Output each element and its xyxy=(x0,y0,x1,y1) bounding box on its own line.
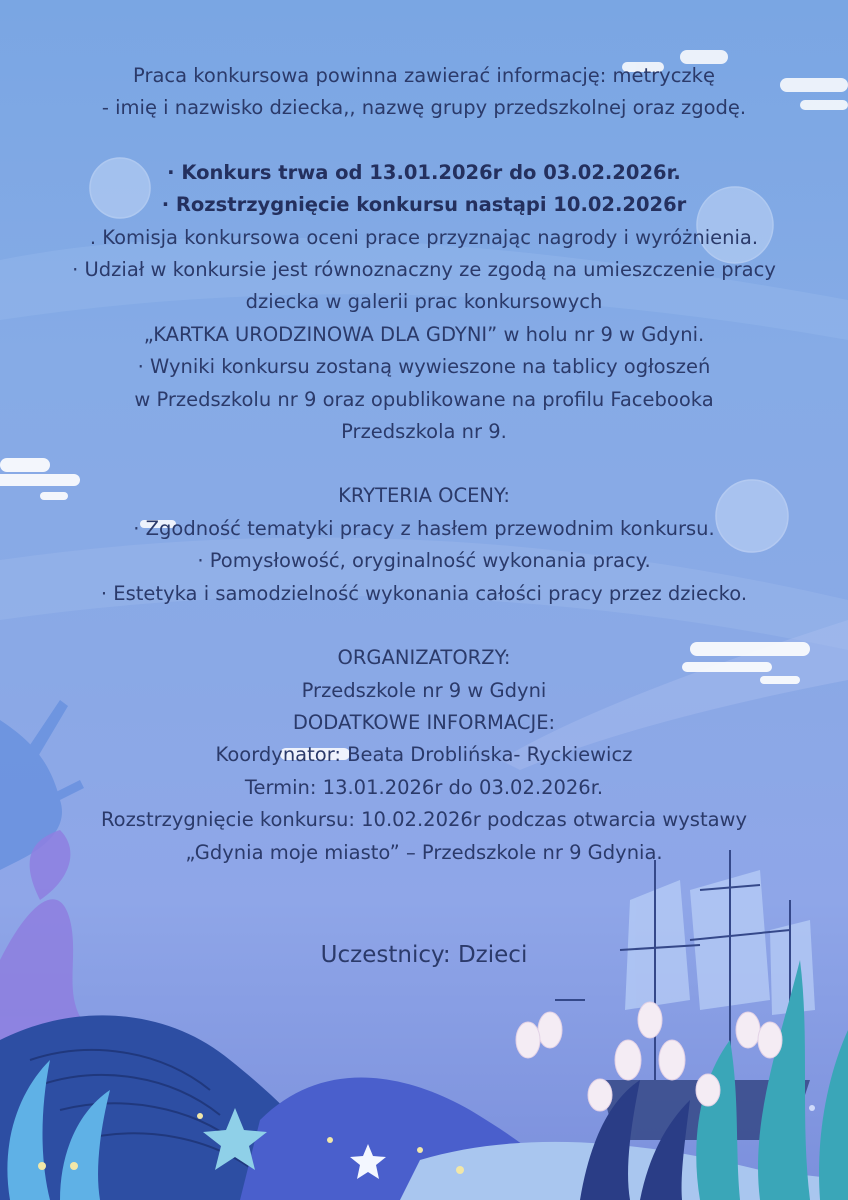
criteria-item: · Estetyka i samodzielność wykonania całości pracy przez dziecko. xyxy=(100,581,748,605)
text-line-8: „KARTKA URODZINOWA DLA GDYNI” w holu nr 9 w Gdyni. xyxy=(143,322,705,346)
criteria-heading: KRYTERIA OCENY: xyxy=(338,484,510,508)
criteria-item: · Zgodność tematyki pracy z hasłem przewodnim konkursu. xyxy=(133,516,715,540)
term: Termin: 13.01.2026r do 03.02.2026r. xyxy=(244,775,604,799)
additional-info-heading: DODATKOWE INFORMACJE: xyxy=(292,710,556,734)
result-date: · Rozstrzygnięcie konkursu nastąpi 10.02.2026r xyxy=(161,193,687,217)
criteria-item: · Pomysłowość, oryginalność wykonania pracy. xyxy=(197,549,651,573)
text-line-1: Praca konkursowa powinna zawierać informację: metryczkę xyxy=(133,64,715,87)
text-line-2: - imię i nazwisko dziecka,, nazwę grupy przedszkolnej oraz zgodę. xyxy=(101,96,747,120)
exhibition-info: „Gdynia moje miasto” – Przedszkole nr 9 Gdynia. xyxy=(185,840,663,864)
text-line-7: dziecka w galerii prac konkursowych xyxy=(245,290,603,314)
contest-dates: · Konkurs trwa od 13.01.2026r do 03.02.2026r. xyxy=(167,160,681,184)
text-line-9: · Wyniki konkursu zostaną wywieszone na tablicy ogłoszeń xyxy=(137,355,711,379)
resolution-info: Rozstrzygnięcie konkursu: 10.02.2026r podczas otwarcia wystawy xyxy=(100,808,748,832)
organizers-heading: ORGANIZATORZY: xyxy=(337,646,511,670)
coordinator: Koordynator: Beata Droblińska- Ryckiewicz xyxy=(215,743,633,767)
text-line-6: · Udział w konkursie jest równoznaczny ze zgodą na umieszczenie pracy xyxy=(72,258,776,282)
poster-text xyxy=(0,60,848,971)
organizer-name: Przedszkole nr 9 w Gdyni xyxy=(301,678,547,702)
text-line-11: Przedszkola nr 9. xyxy=(341,420,507,444)
participants: Uczestnicy: Dzieci xyxy=(320,941,528,968)
text-line-5: . Komisja konkursowa oceni prace przyznając nagrody i wyróżnienia. xyxy=(89,225,759,249)
text-line-10: w Przedszkolu nr 9 oraz opublikowane na profilu Facebooka xyxy=(134,387,714,411)
